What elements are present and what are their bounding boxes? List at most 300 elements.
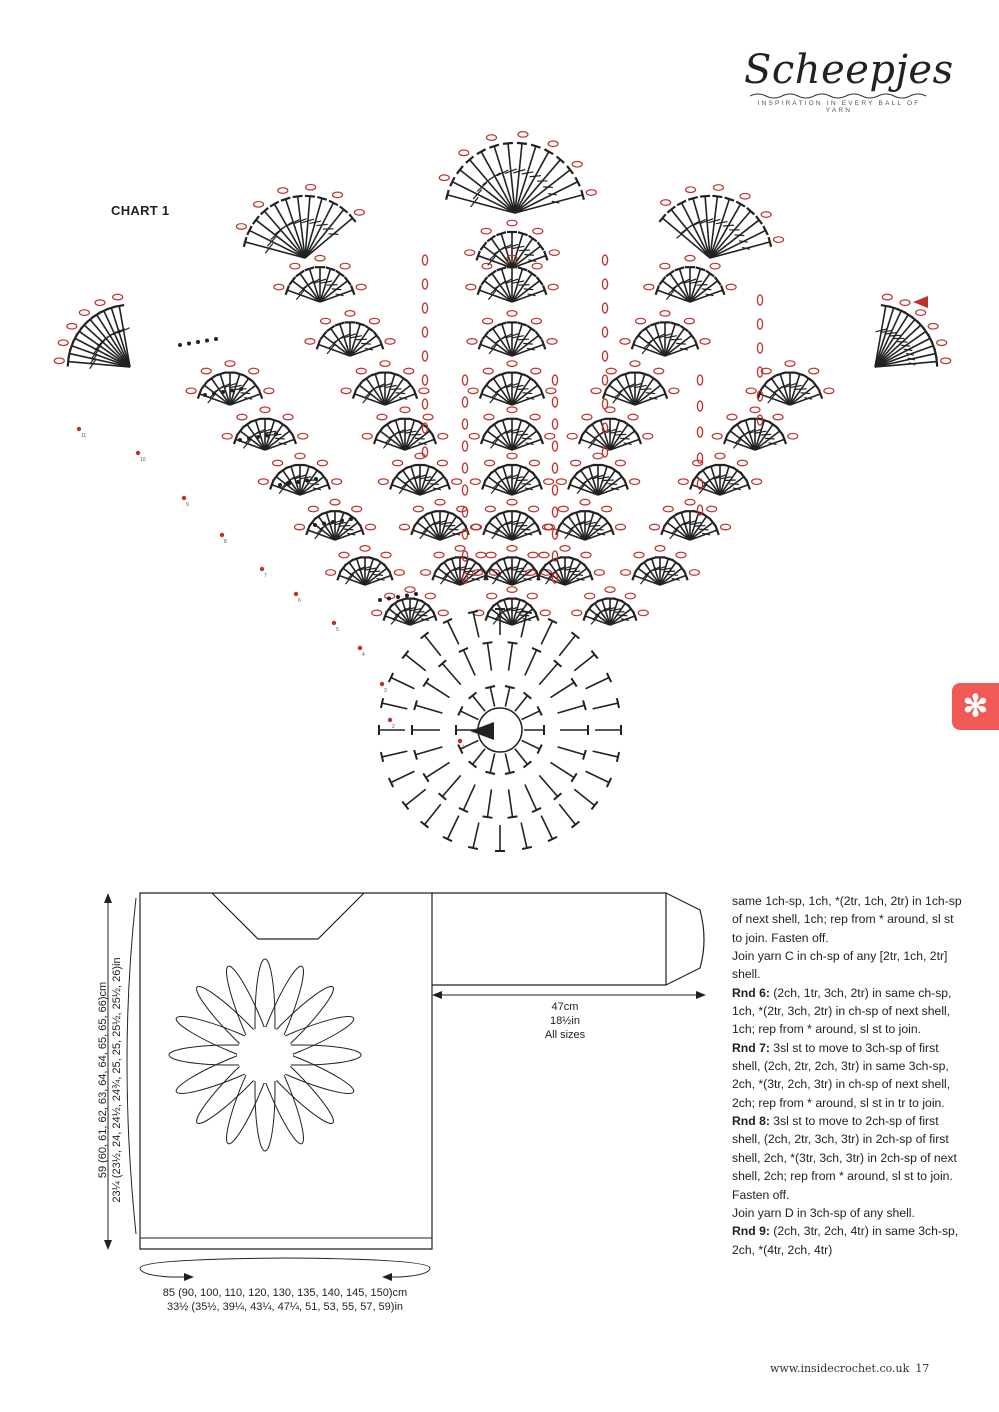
stitch-top [538, 242, 544, 250]
treble-stitch [426, 682, 450, 697]
arrowhead-icon [432, 991, 442, 999]
chain-stitch [540, 610, 550, 616]
chain-stitch [937, 340, 947, 346]
chain-stitch [761, 212, 771, 218]
stitch-bar [620, 438, 630, 439]
neckline [212, 893, 364, 939]
stitch-top [483, 816, 493, 817]
stitch-fan [712, 407, 798, 450]
stitch-bar [530, 176, 541, 177]
chain-stitch [785, 361, 795, 367]
chain-stitch [315, 255, 325, 261]
stitch-top [535, 381, 541, 389]
chain-stitch [552, 441, 557, 451]
round-marker [136, 451, 140, 455]
chain-stitch [333, 192, 343, 198]
round-number: 3 [384, 688, 387, 694]
treble-stitch [515, 160, 560, 213]
treble-stitch [405, 655, 425, 671]
height-in: 23¼ (23½, 24, 24½, 24¾, 25, 25, 25½, 25½, 26)in [111, 957, 123, 1203]
slip-stitch [278, 483, 282, 487]
stitch-top [362, 376, 370, 382]
height-curve [127, 898, 136, 1234]
stitch-top [446, 190, 449, 200]
stitch-top [244, 376, 252, 382]
stitch-top [484, 427, 490, 435]
stitch-top [658, 381, 664, 389]
chain-stitch [421, 570, 431, 576]
chain-stitch [602, 399, 607, 409]
stitch-top [518, 232, 528, 235]
stitch-bar [517, 434, 528, 435]
chain-stitch [258, 479, 268, 485]
round-end-marker [913, 296, 928, 308]
chain-stitch [548, 284, 558, 290]
stitch-top [733, 468, 741, 474]
chain-stitch [462, 419, 467, 429]
chain-stitch [547, 339, 557, 345]
stitch-top [381, 752, 383, 762]
stitch-top [517, 322, 527, 325]
round-number: 5 [336, 627, 339, 633]
stitch-top [715, 277, 721, 285]
slip-stitch [178, 343, 182, 347]
chain-stitch [572, 610, 582, 616]
stitch-top [624, 422, 632, 428]
stitch-top [498, 465, 508, 468]
treble-stitch [509, 643, 513, 671]
stitch-bar [618, 615, 628, 616]
chain-stitch [462, 463, 467, 473]
stitch-top [527, 326, 535, 332]
chain-stitch [586, 190, 596, 196]
chain-stitch [79, 310, 89, 316]
stitch-top [68, 357, 69, 367]
chain-stitch [484, 414, 494, 420]
treble-stitch [264, 211, 305, 258]
stitch-fan [469, 407, 555, 450]
chain-stitch [684, 318, 694, 324]
stitch-bar [309, 484, 319, 485]
chain-stitch [399, 524, 409, 530]
chain-stitch [507, 587, 517, 593]
stitch-fan [378, 453, 461, 495]
chain-stitch [422, 351, 427, 361]
treble-stitch [586, 771, 609, 782]
stitch-top [327, 326, 335, 332]
slip-stitch [305, 479, 309, 483]
stitch-top [617, 752, 619, 762]
stitch-bar [329, 234, 339, 235]
chain-stitch [539, 552, 549, 558]
treble-stitch [448, 816, 459, 839]
stitch-fan [644, 255, 736, 302]
chain-stitch [788, 433, 798, 439]
stitch-top [485, 473, 491, 481]
stitch-bar [548, 194, 557, 195]
chain-stitch [710, 263, 720, 269]
stitch-top [356, 381, 362, 389]
slip-stitch [414, 592, 418, 596]
chain-stitch [354, 210, 364, 216]
stitch-bar [332, 289, 342, 290]
treble-stitch [521, 823, 527, 848]
round-6: Rnd 6: (2ch, 1tr, 3ch, 2tr) in same ch-sp, 1ch, *(2tr, 3ch, 2tr) in ch-sp of next shell, 1ch; rep from * around, sl st to join. [732, 985, 952, 1037]
stitch-fan [341, 361, 429, 405]
stitch-top [505, 772, 515, 774]
stitch-top [485, 686, 495, 688]
chain-stitch [393, 460, 403, 466]
stitch-top [414, 519, 420, 527]
chain-stitch [95, 300, 105, 306]
stitch-bar [694, 526, 705, 527]
chain-stitch [462, 551, 467, 561]
stitch-top [517, 143, 527, 144]
stitch-fan [620, 311, 710, 356]
stitch-top [377, 427, 383, 435]
stitch-top [526, 376, 534, 382]
stitch-bar [760, 434, 771, 435]
stitch-top [253, 216, 259, 224]
treble-stitch [539, 775, 557, 796]
stitch-top [706, 465, 716, 468]
stitch-top [649, 376, 657, 382]
stitch-bar [391, 389, 402, 390]
round-number: 9 [186, 502, 189, 508]
stitch-top [724, 465, 734, 468]
chain-stitch [594, 570, 604, 576]
stitch-bar [518, 339, 529, 340]
chain-stitch [455, 546, 465, 552]
stitch-bar [522, 438, 532, 439]
stitch-top [615, 419, 625, 422]
treble-stitch [558, 705, 585, 713]
sleeve-cm: 47cm [551, 1001, 579, 1013]
stitch-top [336, 271, 344, 277]
chain-stitch [721, 524, 731, 530]
chain-stitch [726, 284, 736, 290]
chain-stitch [422, 279, 427, 289]
stitch-top [680, 326, 688, 332]
treble-stitch [448, 621, 459, 644]
chain-stitch [237, 414, 247, 420]
brand-name: Scheepjes [744, 47, 954, 93]
chain-stitch [654, 368, 664, 374]
stitch-top [571, 678, 576, 686]
stitch-top [508, 816, 518, 817]
chain-stitch [530, 414, 540, 420]
chain-stitch [326, 570, 336, 576]
chain-stitch [621, 570, 631, 576]
stitch-top [491, 468, 499, 474]
stitch-top [482, 332, 488, 340]
stitch-bar [699, 529, 709, 530]
chain-stitch [345, 311, 355, 317]
chain-stitch [481, 228, 491, 234]
chain-stitch [485, 460, 495, 466]
stitch-top [688, 197, 698, 200]
stitch-top [273, 473, 279, 481]
chain-stitch [362, 433, 372, 439]
chain-stitch [308, 506, 318, 512]
stitch-top [528, 271, 536, 277]
round-number: 2 [392, 724, 395, 730]
chain-stitch [483, 318, 493, 324]
chain-stitch [678, 479, 688, 485]
stitch-top [571, 773, 576, 781]
treble-stitch [505, 687, 509, 706]
treble-stitch [550, 762, 574, 777]
chain-stitch [602, 255, 607, 265]
chain-stitch [249, 368, 259, 374]
chain-stitch [737, 460, 747, 466]
stitch-fan [649, 499, 730, 540]
stitch-bar [543, 187, 553, 188]
pattern-instructions [732, 892, 962, 1259]
chain-stitch [697, 401, 702, 411]
stitch-top [702, 514, 710, 520]
chain-stitch [928, 323, 938, 329]
stitch-top [489, 376, 497, 382]
slip-stitch [187, 342, 191, 346]
chain-stitch [916, 310, 926, 316]
chain-stitch [580, 499, 590, 505]
chain-stitch [294, 524, 304, 530]
chain-stitch [352, 506, 362, 512]
stitch-top [483, 642, 493, 643]
stitch-bar [518, 389, 529, 390]
stitch-top [497, 322, 507, 325]
sleeve-note: All sizes [544, 1029, 586, 1041]
chain-stitch [602, 303, 607, 313]
round-number: 1 [462, 745, 465, 751]
slip-stitch [314, 477, 318, 481]
treble-stitch [515, 195, 583, 213]
sleeve-outline [432, 893, 666, 985]
stitch-fan [544, 499, 625, 540]
stitch-top [370, 373, 380, 376]
slip-stitch [203, 393, 207, 397]
treble-stitch [416, 705, 443, 713]
chain-stitch [707, 506, 717, 512]
stitch-bar [739, 241, 748, 242]
chain-stitch [552, 419, 557, 429]
stitch-top [602, 465, 612, 468]
stitch-top [508, 642, 518, 643]
slip-stitch [287, 482, 291, 486]
chain-stitch [593, 453, 603, 459]
chain-stitch [552, 375, 557, 385]
chain-stitch [305, 339, 315, 345]
stitch-top [286, 465, 296, 468]
stitch-bar [369, 571, 380, 572]
round-number: 11 [81, 433, 87, 439]
stitch-top [727, 427, 733, 435]
stitch-top [795, 373, 805, 376]
chain-stitch [290, 263, 300, 269]
stitch-bar [668, 575, 678, 576]
stitch-top [313, 468, 321, 474]
chain-stitch [413, 506, 423, 512]
slip-stitch [396, 595, 400, 599]
stitch-bar [615, 434, 626, 435]
stitch-top [632, 427, 638, 435]
chain-stitch [470, 479, 480, 485]
treble-stitch [710, 211, 751, 258]
treble-stitch [515, 170, 570, 213]
stitch-top [577, 468, 585, 474]
chain-stitch [634, 552, 644, 558]
chain-stitch [752, 479, 762, 485]
round-marker [388, 718, 392, 722]
chain-stitch [727, 414, 737, 420]
stitch-top [611, 468, 619, 474]
round-number: 6 [298, 598, 301, 604]
stitch-top [583, 750, 586, 760]
stitch-top [339, 511, 349, 514]
stitch-top [518, 267, 528, 270]
stitch-top [675, 267, 685, 270]
treble-stitch [470, 160, 515, 213]
chain-stitch [400, 407, 410, 413]
footer-url: www.insidecrochet.co.uk [770, 1362, 910, 1375]
chain-stitch [746, 388, 756, 394]
stitch-top [666, 271, 674, 277]
stitch-bar [702, 289, 712, 290]
chain-stitch [941, 358, 951, 364]
stitch-top [503, 143, 513, 144]
treble-stitch [463, 785, 475, 810]
crochet-chart [54, 132, 950, 851]
stitch-top [777, 427, 783, 435]
stitch-fan [372, 587, 449, 625]
treble-stitch [509, 789, 513, 817]
stitch-bar [521, 484, 531, 485]
chain-stitch [469, 433, 479, 439]
stitch-top [524, 514, 532, 520]
chain-stitch [260, 407, 270, 413]
instruction-text: Join yarn D in 3ch-sp of any shell. [732, 1205, 915, 1220]
stitch-bar [664, 571, 675, 572]
chain-stitch [676, 552, 686, 558]
stitch-bar [725, 480, 736, 481]
treble-stitch [558, 747, 585, 755]
chain-stitch [685, 255, 695, 261]
chain-stitch [549, 250, 559, 256]
chain-stitch [317, 460, 327, 466]
round-marker [358, 646, 362, 650]
chain-stitch [697, 453, 702, 463]
stitch-top [529, 236, 537, 242]
stitch-fan [474, 587, 551, 625]
stitch-fan [326, 546, 405, 585]
chain-stitch [404, 368, 414, 374]
chain-stitch [529, 460, 539, 466]
chain-stitch [757, 319, 762, 329]
slip-stitch [340, 519, 344, 523]
stitch-bar [344, 529, 354, 530]
stitch-fan [399, 499, 480, 540]
chain-stitch [321, 318, 331, 324]
stitch-bar [733, 439, 741, 449]
stitch-fan [186, 361, 274, 405]
stitch-fan [468, 361, 556, 405]
treble-stitch [550, 682, 574, 697]
chain-stitch [628, 414, 638, 420]
stitch-top [320, 332, 326, 340]
chain-stitch [697, 375, 702, 385]
chain-stitch [585, 593, 595, 599]
chain-stitch [532, 263, 542, 269]
treble-stitch [473, 823, 479, 848]
stitch-top [345, 277, 351, 285]
stitch-bar [494, 247, 505, 254]
stitch-top [499, 511, 509, 514]
slip-stitch [378, 598, 382, 602]
stitch-top [489, 145, 499, 148]
stitch-top [243, 422, 251, 428]
stitch-top [215, 373, 225, 376]
round-9: Rnd 9: (2ch, 3tr, 2ch, 4tr) in same 3ch-sp, 2ch, *(4tr, 2ch, 4tr) [732, 1224, 959, 1257]
instruction-text: same 1ch-sp, 1ch, *(2tr, 1ch, 2tr) in 1ch-sp of next shell, 1ch; rep from * around, sl st to join. Fasten off. [732, 894, 962, 945]
stitch-top [572, 511, 582, 514]
stitch-bar [345, 575, 353, 585]
stitch-top [391, 419, 401, 422]
chain-stitch [356, 284, 366, 290]
height-cm: 59 (60, 61, 62, 63, 64, 64, 65, 65, 66)cm [97, 981, 109, 1179]
stitch-top [326, 267, 336, 270]
chain-stitch [394, 570, 404, 576]
chain-stitch [439, 175, 449, 181]
stitch-top [406, 465, 416, 468]
chain-stitch [661, 200, 671, 206]
chain-stitch [380, 361, 390, 367]
slip-stitch [205, 339, 209, 343]
chain-stitch [372, 610, 382, 616]
chain-stitch [625, 593, 635, 599]
treble-stitch [382, 751, 407, 757]
arrowhead-icon [382, 1273, 392, 1281]
chain-stitch [378, 479, 388, 485]
stitch-bar [373, 575, 383, 576]
treble-stitch [487, 643, 491, 671]
chain-stitch [467, 339, 477, 345]
stitch-top [669, 514, 677, 520]
stitch-bar [641, 389, 652, 390]
stitch-bar [524, 289, 534, 290]
stitch-top [733, 422, 741, 428]
stitch-top [424, 465, 434, 468]
chain-stitch [546, 388, 556, 394]
chain-stitch [483, 368, 493, 374]
treble-stitch [515, 696, 527, 712]
chain-stitch [422, 303, 427, 313]
chain-stitch [685, 499, 695, 505]
chain-stitch [476, 552, 486, 558]
chain-stitch [552, 507, 557, 517]
stitch-top [408, 381, 414, 389]
stitch-bar [339, 526, 350, 527]
stitch-top [381, 698, 383, 708]
stitch-bar [735, 235, 745, 236]
chain-stitch [236, 224, 246, 230]
stitch-top [251, 419, 261, 422]
chain-stitch [531, 368, 541, 374]
chain-stitch [507, 361, 517, 367]
stitch-bar [275, 226, 286, 234]
stitch-bar [671, 339, 682, 340]
stitch-fan [659, 185, 783, 258]
